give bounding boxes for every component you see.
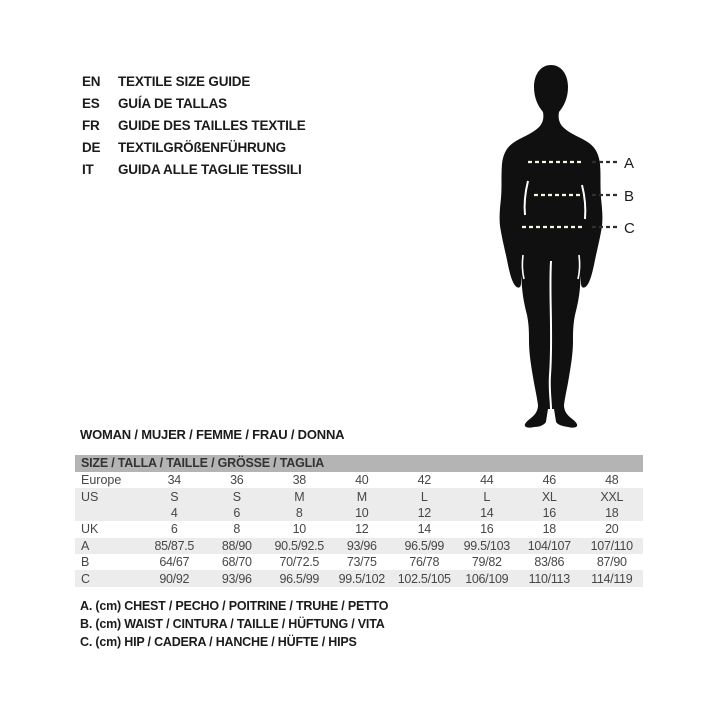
table-cell: 83/86 bbox=[534, 555, 565, 570]
table-cell: 8 bbox=[233, 522, 241, 537]
table-cell: L bbox=[483, 489, 491, 504]
table-cell: 93/96 bbox=[346, 538, 377, 553]
table-cell: 18 bbox=[542, 522, 556, 537]
table-cell: 99.5/102 bbox=[338, 571, 385, 586]
chest-label: A bbox=[624, 155, 635, 172]
language-code: DE bbox=[82, 139, 101, 155]
table-cell: 114/119 bbox=[591, 571, 633, 586]
size-table bbox=[75, 455, 643, 587]
table-row bbox=[75, 570, 643, 586]
table-row bbox=[75, 505, 643, 521]
language-code: ES bbox=[82, 96, 100, 112]
table-cell: 64/67 bbox=[159, 555, 190, 570]
table-cell: 90.5/92.5 bbox=[274, 538, 324, 553]
table-cell: 85/87.5 bbox=[154, 538, 195, 553]
language-label: GUÍA DE TALLAS bbox=[118, 96, 227, 112]
table-row bbox=[75, 472, 643, 488]
table-cell: 87/90 bbox=[596, 555, 627, 570]
table-cell: 68/70 bbox=[221, 555, 252, 570]
table-cell: 99.5/103 bbox=[463, 538, 510, 553]
table-cell: XXL bbox=[600, 489, 624, 504]
table-row-label: C bbox=[81, 571, 91, 586]
size-table-body bbox=[75, 472, 643, 587]
table-cell: 44 bbox=[480, 473, 494, 488]
waist-label: B bbox=[624, 188, 635, 205]
table-cell: 106/109 bbox=[465, 571, 509, 586]
table-cell: 10 bbox=[292, 522, 306, 537]
table-row-label: A bbox=[81, 538, 90, 553]
note-chest: A. (cm) CHEST / PECHO / POITRINE / TRUHE / PETTO bbox=[80, 599, 389, 613]
table-cell: 110/113 bbox=[528, 571, 570, 586]
table-cell: 12 bbox=[417, 505, 431, 520]
table-cell: 96.5/99 bbox=[279, 571, 320, 586]
table-cell: M bbox=[356, 489, 367, 504]
table-row-label: US bbox=[81, 489, 99, 504]
section-title-woman: WOMAN / MUJER / FEMME / FRAU / DONNA bbox=[80, 427, 345, 442]
table-cell: 93/96 bbox=[221, 571, 252, 586]
measurement-figure bbox=[460, 55, 660, 435]
table-row bbox=[75, 554, 643, 570]
table-cell: 38 bbox=[292, 473, 306, 488]
table-cell: 107/110 bbox=[590, 538, 633, 553]
table-cell: 48 bbox=[605, 473, 619, 488]
table-row-label: UK bbox=[81, 522, 99, 537]
table-cell: 70/72.5 bbox=[279, 555, 320, 570]
language-row-es bbox=[82, 93, 306, 115]
language-row-de bbox=[82, 136, 306, 158]
measurement-notes bbox=[80, 597, 388, 651]
table-row-label: Europe bbox=[81, 473, 122, 488]
table-cell: 20 bbox=[605, 522, 619, 537]
language-label: TEXTILE SIZE GUIDE bbox=[118, 74, 251, 90]
table-cell: 14 bbox=[480, 505, 494, 520]
table-cell: 34 bbox=[167, 473, 181, 488]
note-waist: B. (cm) WAIST / CINTURA / TAILLE / HÜFTUNG / VITA bbox=[80, 617, 385, 631]
table-cell: 6 bbox=[170, 522, 178, 537]
table-cell: 79/82 bbox=[471, 555, 502, 570]
table-cell: 8 bbox=[295, 505, 303, 520]
size-table-header: SIZE / TALLA / TAILLE / GRÖSSE / TAGLIA bbox=[75, 455, 643, 472]
table-cell: S bbox=[170, 489, 179, 504]
language-row-fr bbox=[82, 115, 306, 137]
table-cell: M bbox=[294, 489, 305, 504]
table-cell: S bbox=[232, 489, 241, 504]
table-cell: 46 bbox=[542, 473, 556, 488]
table-cell: 88/90 bbox=[221, 538, 252, 553]
table-cell: 90/92 bbox=[159, 571, 190, 586]
table-row bbox=[75, 488, 643, 504]
language-code: FR bbox=[82, 117, 100, 133]
table-cell: 36 bbox=[230, 473, 244, 488]
table-cell: 4 bbox=[170, 505, 178, 520]
table-cell: 76/78 bbox=[409, 555, 440, 570]
table-cell: 16 bbox=[542, 505, 556, 520]
table-cell: 96.5/99 bbox=[404, 538, 445, 553]
language-code: IT bbox=[82, 161, 94, 177]
language-label: GUIDA ALLE TAGLIE TESSILI bbox=[118, 161, 302, 177]
language-list bbox=[82, 71, 306, 180]
table-cell: 40 bbox=[355, 473, 369, 488]
table-cell: 104/107 bbox=[527, 538, 571, 553]
language-row-en bbox=[82, 71, 306, 93]
table-cell: 42 bbox=[417, 473, 431, 488]
table-cell: L bbox=[420, 489, 428, 504]
hip-label: C bbox=[624, 220, 635, 237]
language-label: GUIDE DES TAILLES TEXTILE bbox=[118, 117, 306, 133]
table-row-label: B bbox=[81, 555, 90, 570]
table-cell: 6 bbox=[233, 505, 241, 520]
table-cell: 102.5/105 bbox=[397, 571, 451, 586]
language-row-it bbox=[82, 158, 306, 180]
table-cell: 10 bbox=[355, 505, 369, 520]
table-cell: 73/75 bbox=[346, 555, 377, 570]
table-cell: XL bbox=[541, 489, 557, 504]
note-hip: C. (cm) HIP / CADERA / HANCHE / HÜFTE / HIPS bbox=[80, 635, 357, 649]
table-cell: 12 bbox=[355, 522, 369, 537]
language-code: EN bbox=[82, 74, 101, 90]
table-cell: 16 bbox=[480, 522, 494, 537]
table-row bbox=[75, 521, 643, 537]
table-cell: 18 bbox=[605, 505, 619, 520]
table-row bbox=[75, 538, 643, 554]
table-cell: 14 bbox=[417, 522, 431, 537]
language-label: TEXTILGRÖßENFÜHRUNG bbox=[118, 139, 286, 155]
